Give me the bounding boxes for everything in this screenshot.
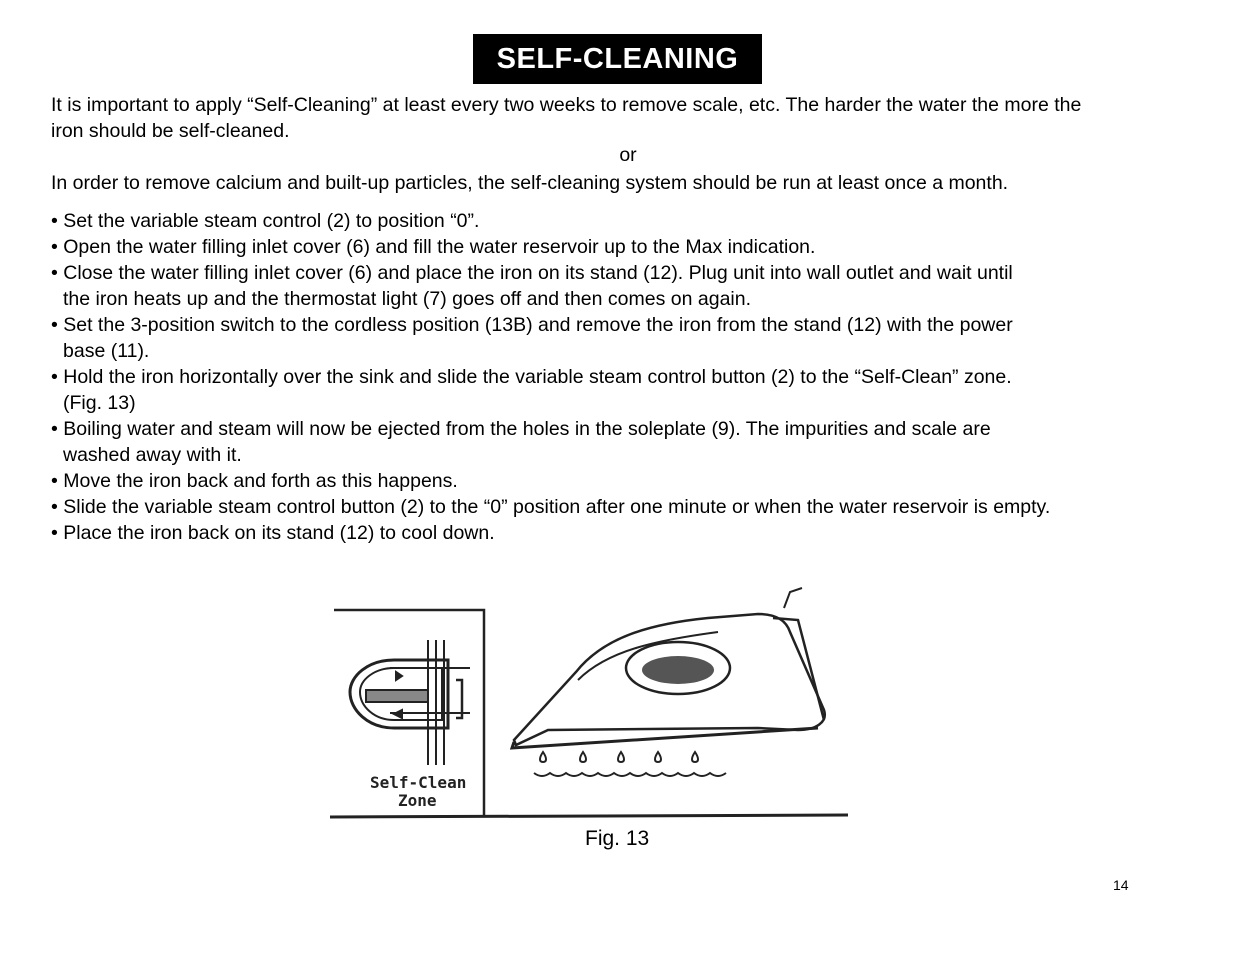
intro-line-2: iron should be self-cleaned. xyxy=(51,120,290,142)
instruction-line: • Place the iron back on its stand (12) to cool down. xyxy=(51,522,495,544)
instruction-item xyxy=(51,416,1050,468)
instruction-line: • Set the variable steam control (2) to position “0”. xyxy=(51,210,480,232)
intro-line-1: It is important to apply “Self-Cleaning” at least every two weeks to remove scale, etc. The harder the water the more the xyxy=(51,94,1082,116)
instruction-item xyxy=(51,312,1050,364)
instruction-line-continued: base (11). xyxy=(63,340,150,362)
instruction-line: • Boiling water and steam will now be ejected from the holes in the soleplate (9). The impurities and scale are xyxy=(51,418,991,440)
instruction-line-continued: the iron heats up and the thermostat light (7) goes off and then comes on again. xyxy=(63,288,752,310)
section-title: SELF-CLEANING xyxy=(473,34,762,84)
intro-line-3: In order to remove calcium and built-up particles, the self-cleaning system should be run at least once a month. xyxy=(51,172,1009,194)
instruction-item xyxy=(51,260,1050,312)
instruction-line: • Hold the iron horizontally over the sink and slide the variable steam control button (2) to the “Self-Clean” zone. xyxy=(51,366,1012,388)
instruction-item xyxy=(51,234,1050,260)
instruction-line: • Move the iron back and forth as this happens. xyxy=(51,470,458,492)
instruction-line: • Slide the variable steam control button (2) to the “0” position after one minute or when the water reservoir is empty. xyxy=(51,496,1051,518)
instruction-line-continued: washed away with it. xyxy=(63,444,242,466)
instruction-line: • Close the water filling inlet cover (6) and place the iron on its stand (12). Plug unit into wall outlet and wait until xyxy=(51,262,1013,284)
instruction-item xyxy=(51,520,1050,546)
instruction-item xyxy=(51,364,1050,416)
instruction-line: • Set the 3-position switch to the cordless position (13B) and remove the iron from the stand (12) with the power xyxy=(51,314,1013,336)
instruction-item xyxy=(51,208,1050,234)
page-number: 14 xyxy=(1113,877,1129,893)
zone-label-line-1: Self-Clean xyxy=(370,773,467,792)
steam-control-dial xyxy=(350,660,462,728)
zone-label-line-2: Zone xyxy=(398,791,437,810)
instruction-line: • Open the water filling inlet cover (6) and fill the water reservoir up to the Max indication. xyxy=(51,236,816,258)
water-drops xyxy=(534,752,726,776)
self-clean-illustration xyxy=(328,580,858,825)
figure-caption: Fig. 13 xyxy=(585,827,650,850)
instruction-list xyxy=(51,208,1050,546)
instruction-item xyxy=(51,468,1050,494)
instruction-line-continued: (Fig. 13) xyxy=(63,392,136,414)
or-separator: or xyxy=(619,144,637,166)
instruction-item xyxy=(51,494,1050,520)
iron-icon xyxy=(512,588,825,748)
